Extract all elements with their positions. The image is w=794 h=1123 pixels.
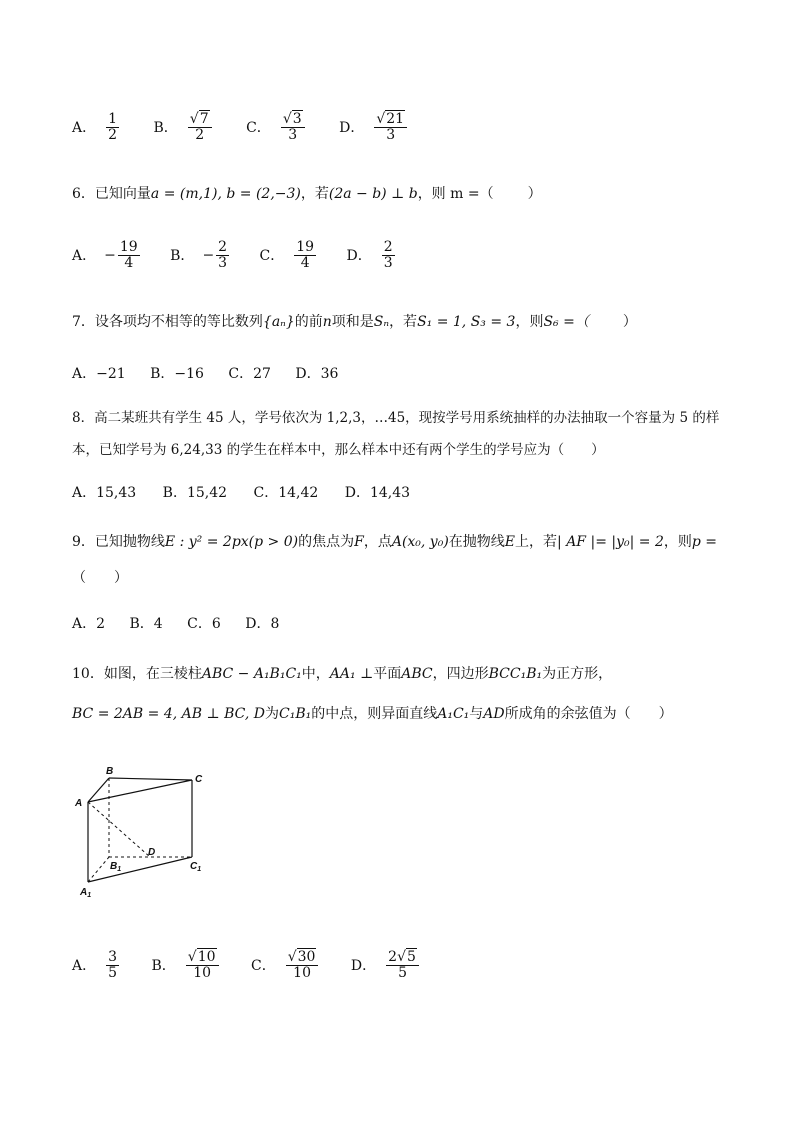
segment-a-d — [88, 802, 150, 857]
q8-option-d: D．14,43 — [344, 485, 411, 501]
label-b: B — [106, 766, 114, 777]
label-a: A — [75, 798, 83, 809]
label-c1: $C_1$ — [190, 861, 202, 873]
q8-options — [72, 483, 410, 503]
q5-options — [72, 112, 409, 143]
q9-option-a: A．2 — [72, 616, 106, 632]
q9-stem-line1: 9．已知抛物线E : y² = 2px(p > 0)的焦点为F，点A(x₀, y₀)在抛物线E上，若| AF |= |y₀| = 2，则p = — [72, 534, 718, 550]
q9-option-c: C．6 — [187, 616, 221, 632]
q10-stem-line1: 10．如图，在三棱柱ABC − A₁B₁C₁中，AA₁ ⊥平面ABC，四边形BCC₁B₁为正方形， — [72, 666, 613, 682]
q8-option-b: B．15,42 — [162, 485, 228, 501]
q7-option-a: A．−21 — [72, 366, 126, 382]
q6-options — [72, 240, 397, 271]
q9-option-b: B．4 — [129, 616, 163, 632]
q10-option-b: B． $\frac{√10}{10}$ — [152, 950, 221, 981]
q10-option-c: C． $\frac{√30}{10}$ — [251, 950, 320, 981]
q5-option-b: B． $\frac{√7}{2}$ — [154, 112, 214, 143]
q9-stem-line2: （ ） — [72, 570, 128, 586]
q6-option-d: D． $\frac{2}{3}$ — [346, 239, 393, 271]
q8-stem-line1: 8．高二某班共有学生 45 人，学号依次为 1,2,3，…45，现按学号用系统抽样的办法抽取一个容量为 5 的样 — [72, 410, 720, 426]
q5-option-d: D． $\frac{√21}{3}$ — [339, 112, 409, 143]
q7-options — [72, 364, 338, 384]
q6-option-b: B． − $\frac{2}{3}$ — [170, 239, 228, 271]
q10-options — [72, 950, 421, 981]
label-c: C — [195, 774, 203, 785]
q9-options — [72, 614, 279, 634]
q6-option-a: A． − $\frac{19}{4}$ — [72, 239, 138, 271]
edge-b-c — [109, 778, 192, 780]
q10-stem-line2: BC = 2AB = 4, AB ⊥ BC, D为C₁B₁的中点，则异面直线A₁C₁与AD所成角的余弦值为（ ） — [72, 706, 673, 722]
q7-option-b: B．−16 — [150, 366, 204, 382]
q6-option-c: C． $\frac{19}{4}$ — [259, 239, 315, 271]
q8-stem-line2: 本，已知学号为 6,24,33 的学生在样本中，那么样本中还有两个学生的学号应为（ ） — [72, 442, 605, 458]
q10-option-a: A． $\frac{3}{5}$ — [72, 949, 118, 981]
edge-a1-c1 — [88, 857, 192, 882]
label-d: D — [148, 847, 156, 858]
q10-option-d: D． $\frac{2√5}{5}$ — [351, 950, 421, 981]
prism-figure — [72, 760, 222, 905]
label-a1: $A_1$ — [80, 887, 92, 899]
q5-option-a: A． $\frac{1}{2}$ — [72, 111, 118, 143]
q9-option-d: D．8 — [245, 616, 280, 632]
q7-stem: 7．设各项均不相等的等比数列{aₙ}的前n项和是Sₙ，若S₁ = 1, S₃ = 3，则S₆ =（ ） — [72, 314, 637, 330]
q7-option-c: C．27 — [228, 366, 271, 382]
q8-option-c: C．14,42 — [253, 485, 319, 501]
q5-option-c: C． $\frac{√3}{3}$ — [246, 112, 307, 143]
q6-stem: 6．已知向量a = (m,1), b = (2,−3)，若(2a − b) ⊥ b，则 m =（ ） — [72, 186, 542, 202]
label-b1: $B_1$ — [110, 861, 122, 873]
q7-option-d: D．36 — [295, 366, 339, 382]
q8-option-a: A．15,43 — [72, 485, 137, 501]
